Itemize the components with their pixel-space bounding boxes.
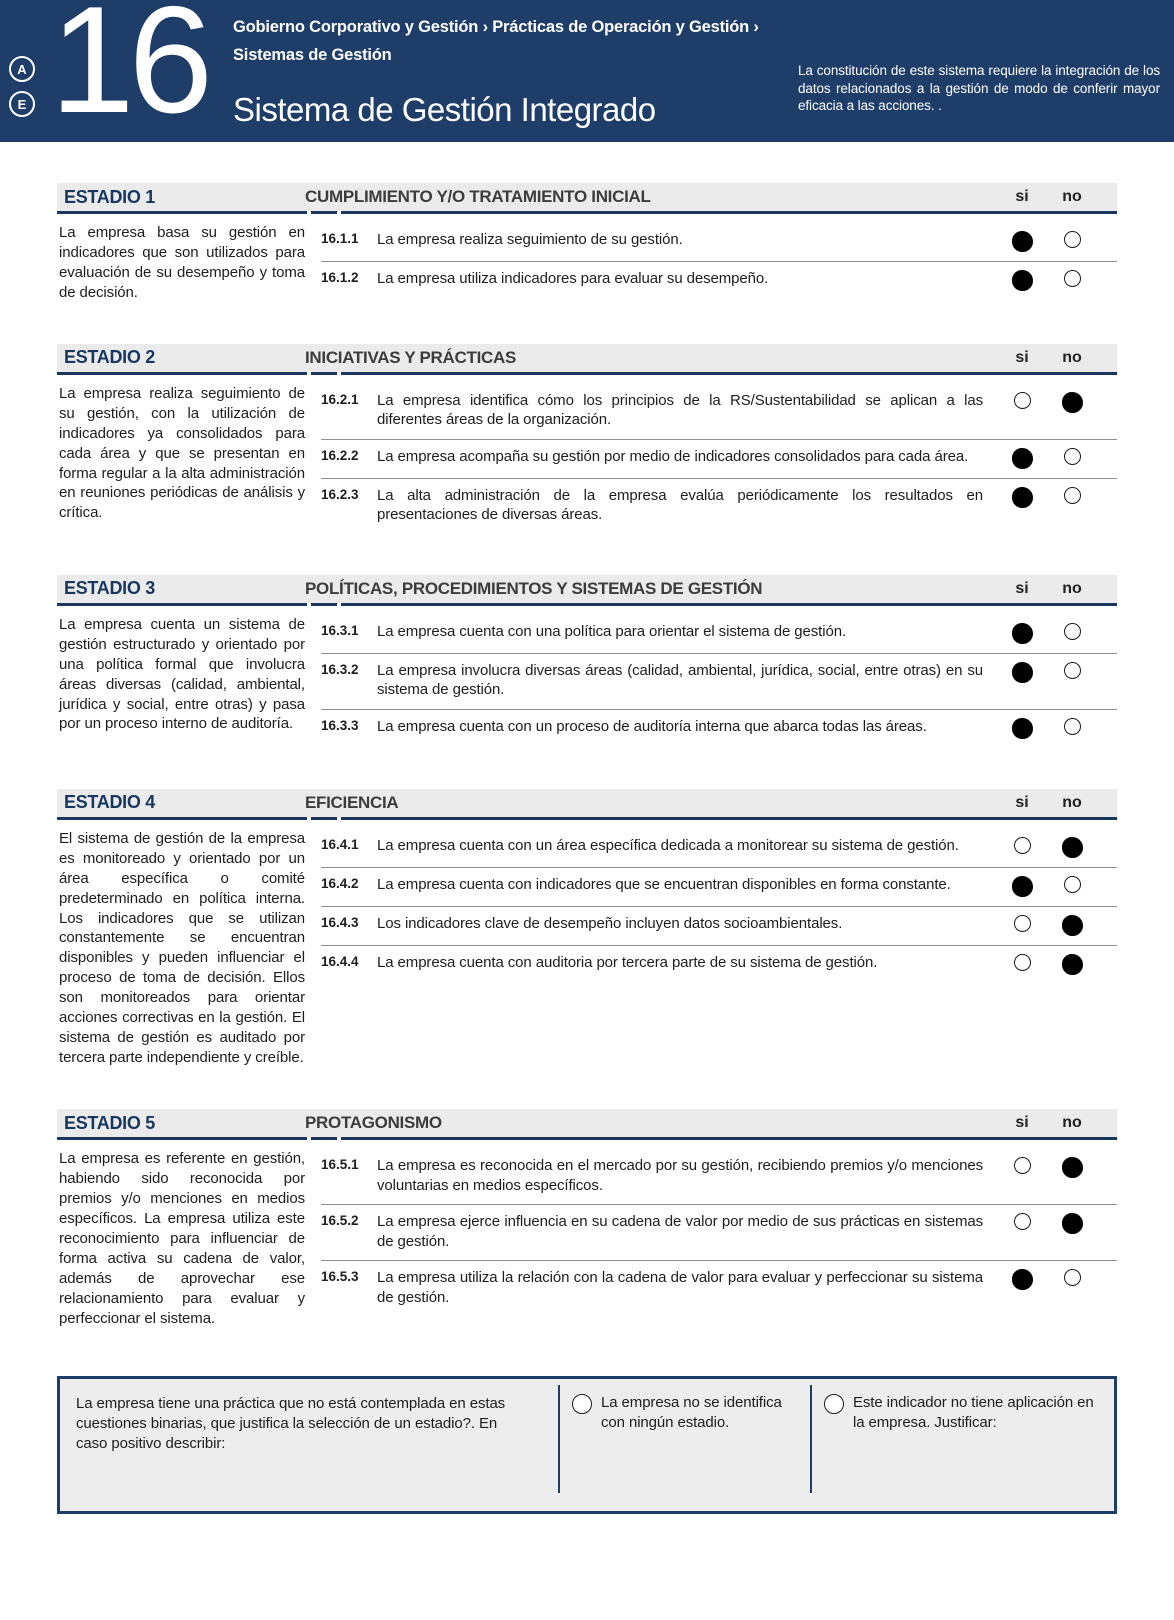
section-header-bar (57, 575, 1117, 603)
radio-no[interactable] (1062, 1213, 1083, 1234)
section-title: CUMPLIMIENTO Y/O TRATAMIENTO INICIAL (305, 187, 651, 206)
question-text: La empresa involucra diversas áreas (calidad, ambiental, jurídica, social, entre otras) en su sistema de gestión. (377, 661, 983, 699)
breadcrumb-line-1: Gobierno Corporativo y Gestión › Prácticas de Operación y Gestión › (233, 18, 759, 36)
no-column-header: no (1062, 579, 1082, 597)
question-text: La empresa cuenta con auditoria por tercera parte de su sistema de gestión. (377, 953, 878, 971)
si-column-header: si (1015, 1114, 1029, 1131)
circled-e-icon: E (9, 91, 35, 117)
section-title: PROTAGONISMO (305, 1113, 442, 1132)
question-row (321, 1260, 1117, 1316)
si-column-header: si (1015, 348, 1029, 366)
radio-no[interactable] (1062, 954, 1083, 975)
section-underline (57, 817, 1117, 820)
question-number: 16.5.2 (321, 1213, 359, 1228)
section-title: INICIATIVAS Y PRÁCTICAS (305, 347, 516, 367)
radio-no[interactable] (1062, 392, 1083, 413)
section-header-bar (57, 1109, 1117, 1137)
radio-no[interactable] (1064, 231, 1081, 248)
section-title: POLÍTICAS, PROCEDIMIENTOS Y SISTEMAS DE GESTIÓN (305, 578, 763, 598)
section-underline (57, 372, 1117, 375)
radio-si[interactable] (1012, 662, 1033, 683)
no-column-header: no (1062, 1114, 1082, 1131)
section-header-bar (57, 789, 1117, 817)
question-list (321, 829, 1117, 984)
radio-no[interactable] (1064, 448, 1081, 465)
section-estadio-1 (57, 183, 1117, 303)
option-not-applicable (812, 1379, 1114, 1511)
radio-no[interactable] (1064, 487, 1081, 504)
stage-description: La empresa realiza seguimiento de su gestión, con la utilización de indicadores ya consolidados para cada área y que se presentan en forma regular a la alta administración en reuniones periódicas de análisis y crítica. (59, 384, 305, 522)
radio-si[interactable] (1012, 623, 1033, 644)
radio-si[interactable] (1012, 718, 1033, 739)
footer-options-box (57, 1376, 1117, 1514)
stage-description: La empresa es referente en gestión, habiendo sido reconocida por premios y/o menciones en medios específicos. La empresa utiliza este reconocimiento para influenciar de forma activa su cadena de valor, además de aprovechar ese relacionamiento para evaluar y perfeccionar el sistema. (59, 1150, 305, 1327)
question-row (321, 867, 1117, 906)
stage-label: ESTADIO 2 (64, 347, 155, 368)
question-list (321, 1149, 1117, 1316)
section-title: EFICIENCIA (305, 792, 399, 812)
section-estadio-4 (57, 789, 1117, 1068)
radio-no[interactable] (1062, 915, 1083, 936)
question-number: 16.1.1 (321, 231, 359, 246)
question-row (321, 1204, 1117, 1260)
radio-si[interactable] (1012, 1269, 1033, 1290)
section-estadio-3 (57, 575, 1117, 748)
radio-no-stage[interactable] (572, 1394, 592, 1414)
section-underline (57, 211, 1117, 214)
option-no-stage-label: La empresa no se identifica con ningún estadio. (601, 1394, 782, 1432)
stage-label: ESTADIO 3 (64, 578, 155, 599)
option-no-stage (560, 1379, 810, 1511)
radio-si[interactable] (1012, 876, 1033, 897)
radio-no[interactable] (1064, 718, 1081, 735)
question-text: La alta administración de la empresa evalúa periódicamente los resultados en presentaciones de diversas áreas. (377, 486, 983, 524)
question-row (321, 439, 1117, 478)
section-estadio-5 (57, 1109, 1117, 1328)
radio-si[interactable] (1012, 231, 1033, 252)
content-area (57, 183, 1117, 1328)
stage-label: ESTADIO 1 (64, 186, 155, 207)
radio-no[interactable] (1062, 837, 1083, 858)
radio-no[interactable] (1064, 270, 1081, 287)
radio-no[interactable] (1064, 623, 1081, 640)
question-number: 16.4.1 (321, 836, 359, 852)
section-header-bar (57, 183, 1117, 211)
stage-label: ESTADIO 5 (64, 1112, 155, 1133)
header-description: La constitución de este sistema requiere la integración de los datos relacionados a la gestión de modo de conferir mayor eficacia a las acciones. . (798, 63, 1160, 114)
radio-si[interactable] (1014, 915, 1031, 932)
section-underline (57, 1137, 1117, 1140)
stage-description: El sistema de gestión de la empresa es monitoreado y orientado por un área específica o comité predeterminado en política interna. Los indicadores que se utilizan constantemente se encuentran disponibles y pueden influenciar el proceso de toma de decisión. Ellos son monitoreados para orientar acciones correctivas en la gestión. El sistema de gestión es auditado por tercera parte independiente y creíble. (59, 829, 305, 1067)
no-column-header: no (1062, 348, 1082, 366)
question-number: 16.3.1 (321, 622, 359, 638)
question-number: 16.4.3 (321, 914, 359, 930)
question-text: La empresa realiza seguimiento de su gestión. (377, 231, 683, 248)
stage-description: La empresa cuenta un sistema de gestión estructurado y orientado por una política formal que involucra áreas diversas (calidad, ambiental, jurídica y social, entre otras) y pasa por un proceso interno de auditoría. (59, 615, 305, 733)
question-text: La empresa cuenta con un área específica dedicada a monitorear su sistema de gestión. (377, 836, 959, 854)
question-text: La empresa identifica cómo los principios de la RS/Sustentabilidad se aplican a las diferentes áreas de la organización. (377, 391, 983, 429)
question-list (321, 223, 1117, 300)
question-number: 16.4.2 (321, 875, 359, 891)
question-text: La empresa utiliza indicadores para evaluar su desempeño. (377, 270, 769, 287)
question-number: 16.5.3 (321, 1269, 359, 1284)
question-number: 16.1.2 (321, 270, 359, 285)
question-row (321, 906, 1117, 945)
section-header-bar (57, 344, 1117, 372)
question-row (321, 478, 1117, 534)
stage-label: ESTADIO 4 (64, 792, 155, 813)
question-text: La empresa es reconocida en el mercado por su gestión, recibiendo premios y/o menciones voluntarias en medios específicos. (377, 1157, 983, 1194)
radio-si[interactable] (1014, 954, 1031, 971)
question-text: La empresa ejerce influencia en su cadena de valor por medio de sus prácticas en sistemas de gestión. (377, 1213, 983, 1250)
margin-letter-badges (9, 56, 35, 117)
question-row (321, 1149, 1117, 1204)
radio-not-applicable[interactable] (824, 1394, 844, 1414)
radio-no[interactable] (1064, 876, 1081, 893)
question-number: 16.5.1 (321, 1157, 359, 1172)
question-number: 16.2.1 (321, 391, 359, 407)
question-number: 16.3.2 (321, 661, 359, 677)
radio-si[interactable] (1014, 837, 1031, 854)
question-row (321, 261, 1117, 300)
section-underline (57, 603, 1117, 606)
breadcrumb-line-2: Sistemas de Gestión (233, 46, 392, 65)
si-column-header: si (1015, 793, 1029, 811)
stage-description: La empresa basa su gestión en indicadores que son utilizados para evaluación de su desempeño y toma de decisión. (59, 224, 305, 301)
page-header (0, 0, 1174, 145)
question-number: 16.2.2 (321, 447, 359, 463)
question-text: La empresa cuenta con indicadores que se encuentran disponibles en forma constante. (377, 875, 951, 893)
no-column-header: no (1062, 188, 1082, 205)
radio-si[interactable] (1014, 1157, 1031, 1174)
radio-no[interactable] (1064, 662, 1081, 679)
question-text: La empresa cuenta con una política para orientar el sistema de gestión. (377, 622, 847, 640)
si-column-header: si (1015, 188, 1029, 205)
question-row (321, 653, 1117, 709)
question-text: La empresa cuenta con un proceso de auditoría interna que abarca todas las áreas. (377, 717, 927, 735)
circled-a-icon: A (9, 56, 35, 82)
radio-si[interactable] (1012, 487, 1033, 508)
section-estadio-2 (57, 344, 1117, 534)
indicator-number: 16 (50, 0, 208, 145)
radio-si[interactable] (1014, 1213, 1031, 1230)
page-title: Sistema de Gestión Integrado (233, 91, 656, 129)
radio-no[interactable] (1064, 1269, 1081, 1286)
no-column-header: no (1062, 793, 1082, 811)
question-row (321, 384, 1117, 439)
breadcrumb (233, 13, 773, 69)
question-number: 16.3.3 (321, 717, 359, 733)
question-list (321, 384, 1117, 534)
question-number: 16.2.3 (321, 486, 359, 502)
open-question-text: La empresa tiene una práctica que no está contemplada en estas cuestiones binarias, que justifica la selección de un estadio?. En caso positivo describir: (76, 1395, 506, 1453)
question-row (321, 223, 1117, 261)
question-text: La empresa utiliza la relación con la cadena de valor para evaluar y perfeccionar su sistema de gestión. (377, 1269, 983, 1306)
question-row (321, 709, 1117, 748)
radio-no[interactable] (1062, 1157, 1083, 1178)
question-row (321, 945, 1117, 984)
si-column-header: si (1015, 579, 1029, 597)
question-list (321, 615, 1117, 748)
question-text: La empresa acompaña su gestión por medio de indicadores consolidados para cada área. (377, 447, 969, 465)
option-not-applicable-label: Este indicador no tiene aplicación en la empresa. Justificar: (853, 1394, 1094, 1432)
question-text: Los indicadores clave de desempeño incluyen datos socioambientales. (377, 914, 843, 932)
radio-si[interactable] (1014, 392, 1031, 409)
question-row (321, 829, 1117, 867)
question-number: 16.4.4 (321, 953, 359, 969)
radio-si[interactable] (1012, 270, 1033, 291)
question-row (321, 615, 1117, 653)
radio-si[interactable] (1012, 448, 1033, 469)
